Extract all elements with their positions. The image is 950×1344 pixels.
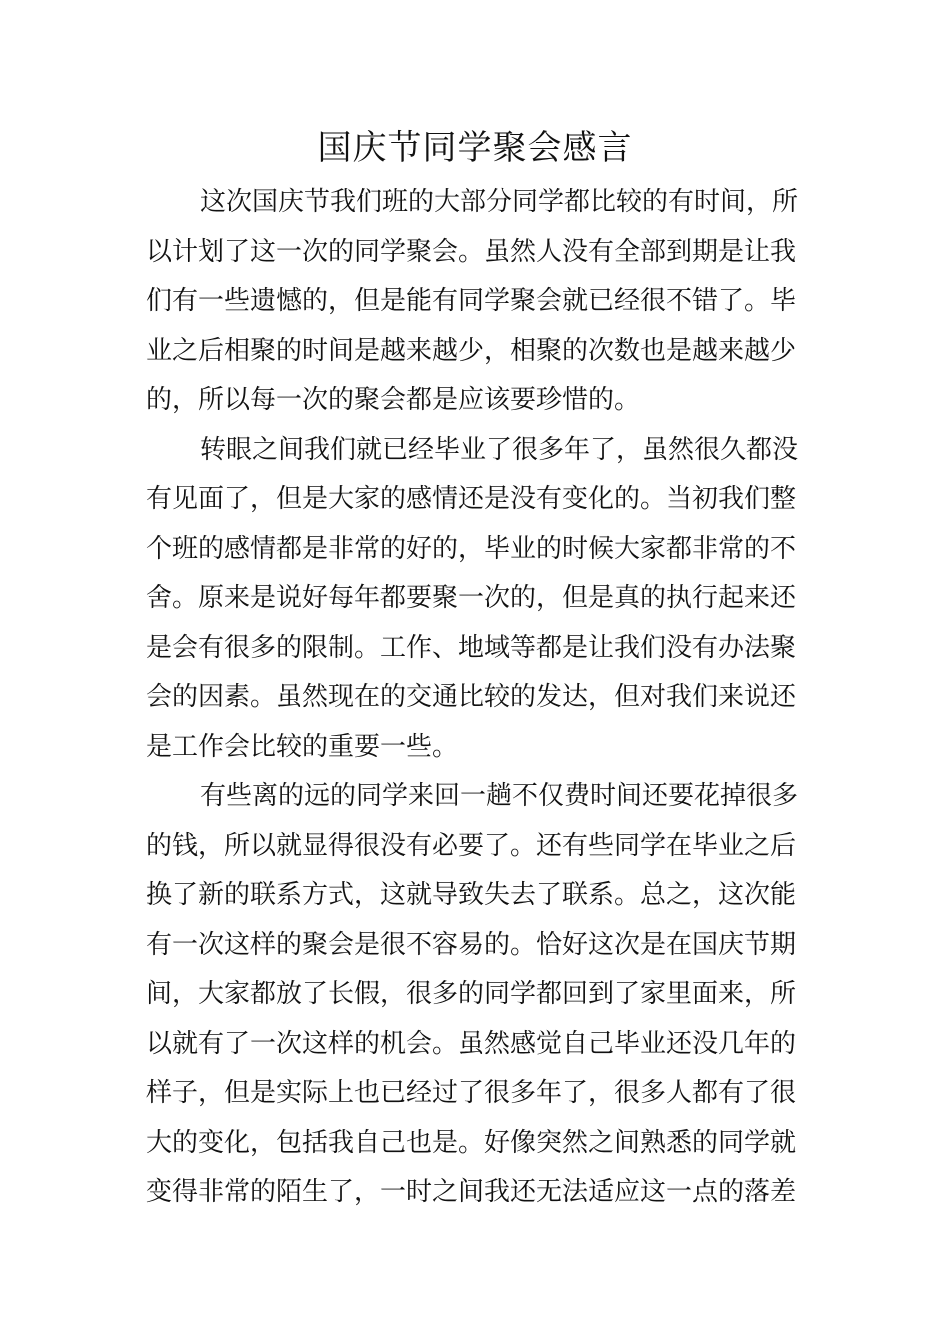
paragraph-line: 是工作会比较的重要一些。 [146, 731, 459, 762]
paragraph-line: 样子，但是实际上也已经过了很多年了，很多人都有了很 [146, 1078, 797, 1108]
paragraph-line: 大的变化，包括我自己也是。好像突然之间熟悉的同学就 [146, 1127, 797, 1158]
paragraph-line: 变得非常的陌生了，一时之间我还无法适应这一点的落差 [146, 1177, 797, 1207]
document-body [146, 178, 808, 1218]
paragraph-line: 会的因素。虽然现在的交通比较的发达，但对我们来说还 [146, 682, 797, 712]
paragraph-3 [146, 772, 808, 1218]
paragraph-line: 业之后相聚的时间是越来越少，相聚的次数也是越来越少 [146, 335, 797, 366]
paragraph-line: 转眼之间我们就已经毕业了很多年了，虽然很久都没 [200, 434, 799, 465]
document-title: 国庆节同学聚会感言 [317, 128, 633, 168]
paragraph-line: 舍。原来是说好每年都要聚一次的，但是真的执行起来还 [146, 583, 797, 613]
paragraph-line: 以计划了这一次的同学聚会。虽然人没有全部到期是让我 [146, 236, 797, 267]
paragraph-line: 换了新的联系方式，这就导致失去了联系。总之，这次能 [146, 880, 797, 910]
paragraph-line: 们有一些遗憾的，但是能有同学聚会就已经很不错了。毕 [146, 286, 797, 316]
paragraph-line: 这次国庆节我们班的大部分同学都比较的有时间，所 [200, 187, 799, 217]
paragraph-1 [146, 178, 808, 426]
paragraph-line: 以就有了一次这样的机会。虽然感觉自己毕业还没几年的 [146, 1028, 797, 1059]
paragraph-line: 有一次这样的聚会是很不容易的。恰好这次是在国庆节期 [146, 929, 797, 960]
paragraph-line: 个班的感情都是非常的好的，毕业的时候大家都非常的不 [146, 533, 797, 564]
paragraph-line: 有见面了，但是大家的感情还是没有变化的。当初我们整 [146, 484, 797, 514]
paragraph-line: 是会有很多的限制。工作、地域等都是让我们没有办法聚 [146, 632, 797, 663]
paragraph-line: 的钱，所以就显得很没有必要了。还有些同学在毕业之后 [146, 830, 797, 861]
paragraph-line: 的，所以每一次的聚会都是应该要珍惜的。 [146, 385, 641, 415]
paragraph-line: 有些离的远的同学来回一趟不仅费时间还要花掉很多 [200, 781, 799, 811]
paragraph-2 [146, 426, 808, 773]
paragraph-line: 间，大家都放了长假，很多的同学都回到了家里面来，所 [146, 979, 797, 1009]
